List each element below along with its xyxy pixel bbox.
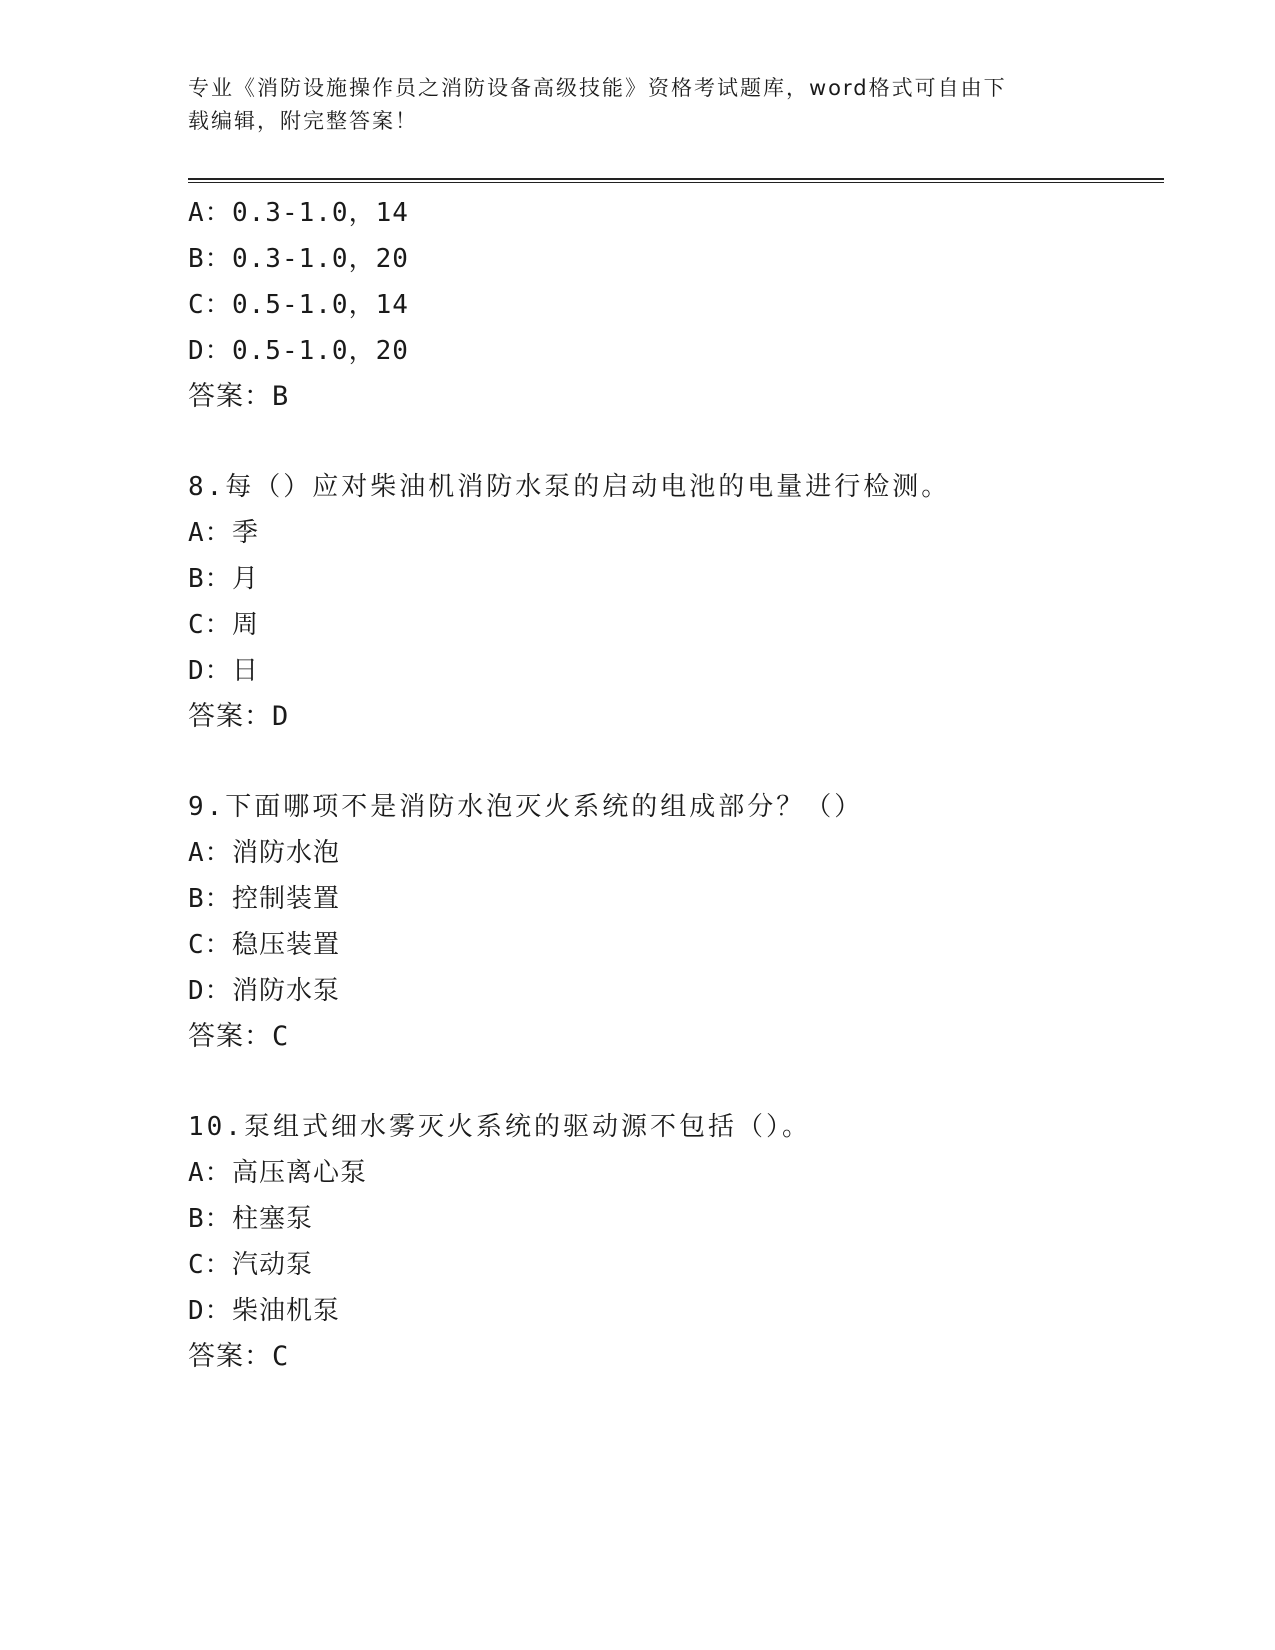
answer-label: 答案： bbox=[188, 1021, 272, 1052]
option-label: B： bbox=[188, 1204, 232, 1234]
option-label: B： bbox=[188, 884, 232, 914]
option-label: C： bbox=[188, 610, 232, 640]
question-block-10 bbox=[188, 1104, 1148, 1380]
option-a bbox=[188, 190, 1148, 236]
option-label: B： bbox=[188, 244, 232, 274]
option-label: D： bbox=[188, 1296, 232, 1326]
answer-value: D bbox=[272, 701, 290, 732]
option-label: C： bbox=[188, 290, 232, 320]
option-b bbox=[188, 556, 1148, 602]
question-text: 10.泵组式细水雾灭火系统的驱动源不包括（）。 bbox=[188, 1112, 811, 1142]
option-label: D： bbox=[188, 336, 232, 366]
question-block-7 bbox=[188, 190, 1148, 420]
answer-line bbox=[188, 694, 1148, 740]
option-text: 柱塞泵 bbox=[232, 1204, 314, 1234]
option-label: B： bbox=[188, 564, 232, 594]
option-b bbox=[188, 1196, 1148, 1242]
option-a bbox=[188, 510, 1148, 556]
question-text: 8.每（）应对柴油机消防水泵的启动电池的电量进行检测。 bbox=[188, 472, 951, 502]
option-text: 季 bbox=[232, 518, 260, 548]
question-list bbox=[188, 190, 1148, 1380]
answer-label: 答案： bbox=[188, 1341, 272, 1372]
answer-line bbox=[188, 1014, 1148, 1060]
option-text: 0.3-1.0，14 bbox=[232, 198, 409, 228]
option-d bbox=[188, 968, 1148, 1014]
question-block-8 bbox=[188, 464, 1148, 740]
option-text: 柴油机泵 bbox=[232, 1296, 341, 1326]
option-text: 消防水泵 bbox=[232, 976, 341, 1006]
option-text: 高压离心泵 bbox=[232, 1158, 368, 1188]
document-header bbox=[188, 72, 1088, 138]
answer-value: B bbox=[272, 381, 290, 412]
option-text: 周 bbox=[232, 610, 260, 640]
option-label: C： bbox=[188, 930, 232, 960]
option-text: 0.5-1.0，14 bbox=[232, 290, 409, 320]
answer-line bbox=[188, 1334, 1148, 1380]
answer-value: C bbox=[272, 1021, 290, 1052]
option-c bbox=[188, 1242, 1148, 1288]
option-b bbox=[188, 236, 1148, 282]
answer-line bbox=[188, 374, 1148, 420]
option-text: 控制装置 bbox=[232, 884, 341, 914]
option-c bbox=[188, 922, 1148, 968]
question-block-9 bbox=[188, 784, 1148, 1060]
header-divider bbox=[188, 178, 1164, 183]
answer-label: 答案： bbox=[188, 381, 272, 412]
option-text: 0.3-1.0，20 bbox=[232, 244, 409, 274]
option-label: D： bbox=[188, 976, 232, 1006]
answer-label: 答案： bbox=[188, 701, 272, 732]
option-text: 日 bbox=[232, 656, 260, 686]
option-label: C： bbox=[188, 1250, 232, 1280]
option-d bbox=[188, 1288, 1148, 1334]
answer-value: C bbox=[272, 1341, 290, 1372]
option-a bbox=[188, 1150, 1148, 1196]
option-text: 0.5-1.0，20 bbox=[232, 336, 409, 366]
question-text: 9.下面哪项不是消防水泡灭火系统的组成部分？（） bbox=[188, 792, 864, 822]
option-label: A： bbox=[188, 198, 232, 228]
option-text: 月 bbox=[232, 564, 260, 594]
option-c bbox=[188, 282, 1148, 328]
option-a bbox=[188, 830, 1148, 876]
option-label: A： bbox=[188, 1158, 232, 1188]
option-d bbox=[188, 648, 1148, 694]
option-label: D： bbox=[188, 656, 232, 686]
option-text: 汽动泵 bbox=[232, 1250, 314, 1280]
option-label: A： bbox=[188, 518, 232, 548]
option-d bbox=[188, 328, 1148, 374]
header-line-2: 载编辑，附完整答案！ bbox=[188, 109, 418, 133]
option-text: 稳压装置 bbox=[232, 930, 341, 960]
header-line-1: 专业《消防设施操作员之消防设备高级技能》资格考试题库，word格式可自由下 bbox=[188, 76, 1007, 100]
option-text: 消防水泡 bbox=[232, 838, 341, 868]
option-b bbox=[188, 876, 1148, 922]
option-label: A： bbox=[188, 838, 232, 868]
option-c bbox=[188, 602, 1148, 648]
